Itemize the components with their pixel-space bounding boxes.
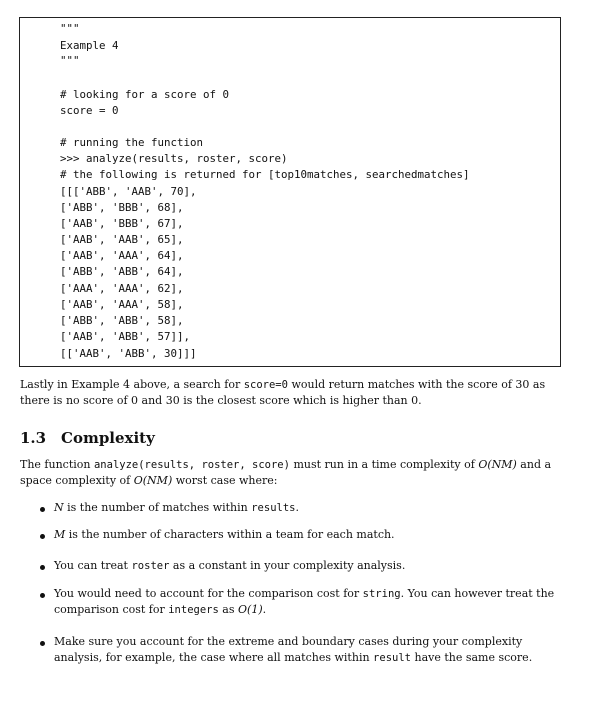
code-line: ['AAB', 'AAB', 65], [60, 233, 184, 246]
inline-code: roster [131, 560, 170, 572]
math-expression: M [54, 528, 66, 541]
bullet-dot [40, 507, 45, 512]
math-expression: O(NM) [133, 474, 173, 487]
bullet-dot [40, 565, 45, 570]
code-line: ['ABB', 'BBB', 68], [60, 201, 184, 214]
math-expression: O(NM) [478, 458, 517, 471]
list-item: You would need to account for the comparison cost for string. You can however treat the comparison cost for integers as O(1). [54, 587, 555, 616]
bullet-dot [40, 593, 45, 598]
math-expression: N [54, 501, 64, 514]
code-line: Example 4 [60, 39, 119, 52]
code-line: """ [60, 22, 80, 35]
inline-code: string [362, 588, 401, 600]
example-explanation: Lastly in Example 4 above, a search for score=0 would return matches with the score of 30 as there is no score of 0 and 30 is the closest score which is higher than 0. [20, 378, 546, 407]
code-line: # looking for a score of 0 [60, 88, 230, 101]
section-title: Complexity [61, 429, 155, 447]
code-line: ['AAB', 'AAA', 64], [60, 249, 184, 262]
list-item: Make sure you account for the extreme and boundary cases during your complexity analysis, for example, the case where all matches within result have the same score. [54, 635, 533, 664]
inline-code: score=0 [243, 379, 288, 391]
code-line: score = 0 [60, 104, 119, 117]
code-line: ['AAB', 'BBB', 67], [60, 217, 184, 230]
code-line: ['AAB', 'AAA', 58], [60, 298, 184, 311]
math-expression: O(1) [238, 603, 263, 616]
code-line: # the following is returned for [top10matches, searchedmatches] [60, 168, 470, 181]
code-line: [[['ABB', 'AAB', 70], [60, 185, 197, 198]
code-line: # running the function [60, 136, 204, 149]
section-number: 1.3 [20, 429, 47, 447]
bullet-dot [40, 534, 45, 539]
code-line: ['AAB', 'ABB', 57]], [60, 330, 191, 343]
code-line: ['ABB', 'ABB', 64], [60, 265, 184, 278]
code-line: """ [60, 54, 80, 67]
inline-code: integers [168, 604, 219, 616]
complexity-intro: The function analyze(results, roster, score) must run in a time complexity of O(NM) and a space complexity of O(NM) worst case where: [20, 458, 552, 487]
code-line: ['AAA', 'AAA', 62], [60, 282, 184, 295]
code-block [19, 17, 561, 367]
list-item: N is the number of matches within results. [54, 501, 299, 514]
code-line: ['ABB', 'ABB', 58], [60, 314, 184, 327]
code-line: [['AAB', 'ABB', 30]]] [60, 347, 197, 360]
inline-code: result [373, 652, 411, 664]
list-item: You can treat roster as a constant in your complexity analysis. [54, 559, 406, 572]
inline-code: results [251, 502, 296, 514]
list-item: M is the number of characters within a team for each match. [54, 528, 395, 541]
code-line: >>> analyze(results, roster, score) [60, 152, 288, 165]
bullet-dot [40, 641, 45, 646]
inline-code: analyze(results, roster, score) [93, 459, 290, 471]
